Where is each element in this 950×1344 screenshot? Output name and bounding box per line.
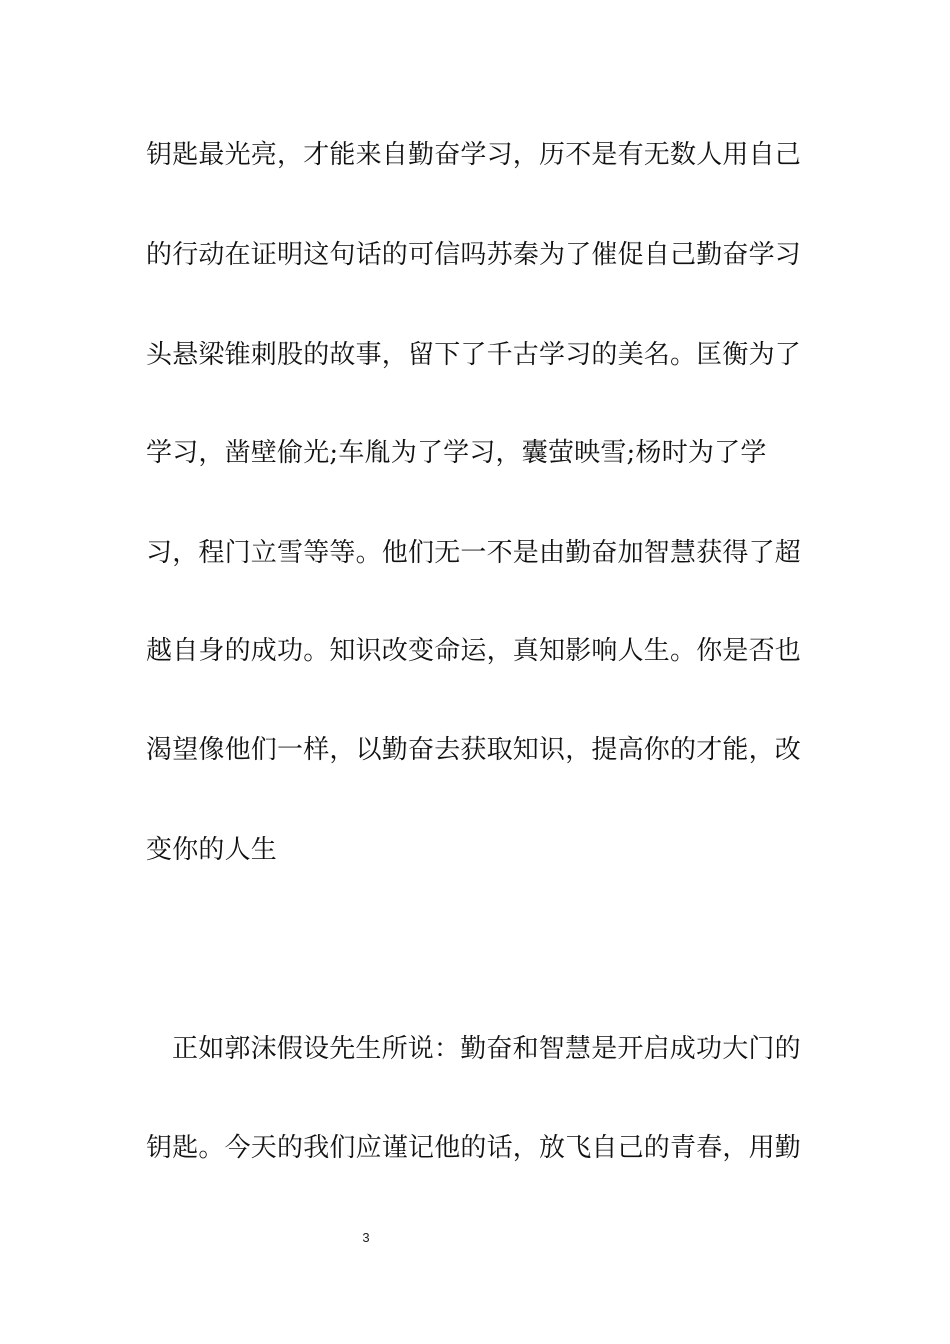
paragraph-2-line-2: 钥匙。今天的我们应谨记他的话，放飞自己的青春，用勤 [146, 1133, 802, 1163]
paragraph-1-line-1: 钥匙最光亮，才能来自勤奋学习，历不是有无数人用自己 [146, 140, 802, 170]
paragraph-1-line-3: 头悬梁锥刺股的故事，留下了千古学习的美名。匡衡为了 [146, 340, 802, 370]
page-number: 3 [362, 1230, 370, 1245]
paragraph-1-line-2: 的行动在证明这句话的可信吗苏秦为了催促自己勤奋学习 [146, 240, 802, 270]
paragraph-1-line-5: 习，程门立雪等等。他们无一不是由勤奋加智慧获得了超 [146, 538, 802, 568]
paragraph-1-line-7: 渴望像他们一样，以勤奋去获取知识，提高你的才能，改 [146, 735, 802, 765]
paragraph-1-line-4: 学习，凿壁偷光;车胤为了学习，囊萤映雪;杨时为了学 [146, 438, 767, 468]
paragraph-1-line-8: 变你的人生 [146, 835, 278, 865]
paragraph-1-line-6: 越自身的成功。知识改变命运，真知影响人生。你是否也 [146, 636, 802, 666]
paragraph-2-line-1: 正如郭沫假设先生所说：勤奋和智慧是开启成功大门的 [172, 1034, 801, 1064]
